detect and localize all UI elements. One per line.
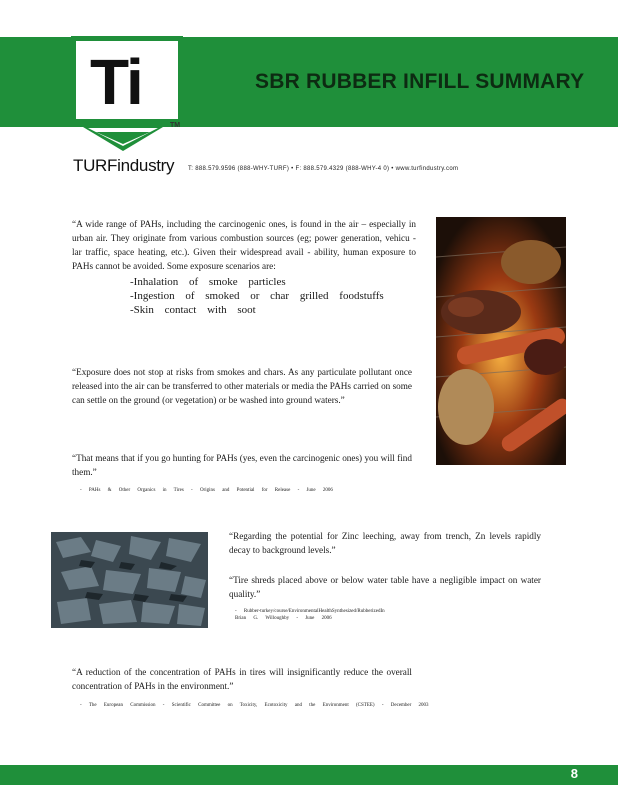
quote-exposure	[72, 365, 412, 407]
quote-text: “A reduction of the concentration of PAHs in tires will insignificantly reduce the overall concentration of PAHs in the environment.”	[72, 667, 412, 691]
quote-text: “Exposure does not stop at risks from smokes and chars. As any particulate pollutant once released into the air can be transferred to other materials or media the PAHs carried on some can settle on the ground (or vegetation) or be washed into ground waters.”	[72, 367, 412, 405]
quote-text: “Tire shreds placed above or below water table have a negligible impact on water quality.”	[229, 575, 541, 599]
footer-band	[0, 765, 618, 785]
page-number: 8	[570, 766, 578, 781]
trademark: TM	[170, 122, 181, 129]
exposure-list	[130, 275, 416, 317]
brand-name: TURFindustry	[73, 156, 175, 175]
logo-letters: Ti	[90, 46, 142, 118]
citation-line: - Rubber-turkey/course/EnvironmentalHealthSynthesized/RubberizedIn	[235, 609, 385, 614]
list-item: -Ingestion of smoked or char grilled foodstuffs	[130, 290, 384, 302]
quote-zinc	[229, 529, 541, 557]
page-title: SBR RUBBER INFILL SUMMARY	[255, 70, 585, 93]
list-item: -Skin contact with soot	[130, 304, 256, 316]
tire-shreds-photo	[51, 532, 208, 628]
quote-reduction	[72, 665, 412, 693]
citation-line: Brian G. Willoughby - June 2006	[235, 616, 332, 621]
quote-text: “A wide range of PAHs, including the carcinogenic ones, is found in the air – especially in urban air. They originate from various combustion sources (eg; power generation, vehicu - lar traffic, space heating, etc.). Given their widespread avail - ability, human exposure to PAHs cannot be avoided. Some exposure scenarios are:	[72, 219, 416, 271]
quote-hunting	[72, 451, 412, 479]
citation: - The European Commission - Scientific Committee on Toxicity, Ecotoxicity and the Environment (CSTEE) - December 2003	[80, 703, 429, 708]
quote-text: “Regarding the potential for Zinc leeching, away from trench, Zn levels rapidly decay to background levels.”	[229, 531, 541, 555]
quote-pahs-sources	[72, 217, 416, 317]
quote-water	[229, 573, 541, 601]
list-item: -Inhalation of smoke particles	[130, 276, 286, 288]
logo-chevron-icon	[78, 124, 168, 152]
contact-line: T: 888.579.9596 (888-WHY-TURF) • F: 888.579.4329 (888-WHY-4 0) • www.turfindustry.com	[188, 166, 459, 172]
quote-text: “That means that if you go hunting for PAHs (yes, even the carcinogenic ones) you will find them.”	[72, 453, 412, 477]
logo	[71, 36, 183, 124]
citation: - PAHs & Other Organics in Tires - Origins and Potential for Release - June 2006	[80, 488, 333, 493]
citation	[235, 608, 535, 622]
grill-photo	[436, 217, 566, 465]
